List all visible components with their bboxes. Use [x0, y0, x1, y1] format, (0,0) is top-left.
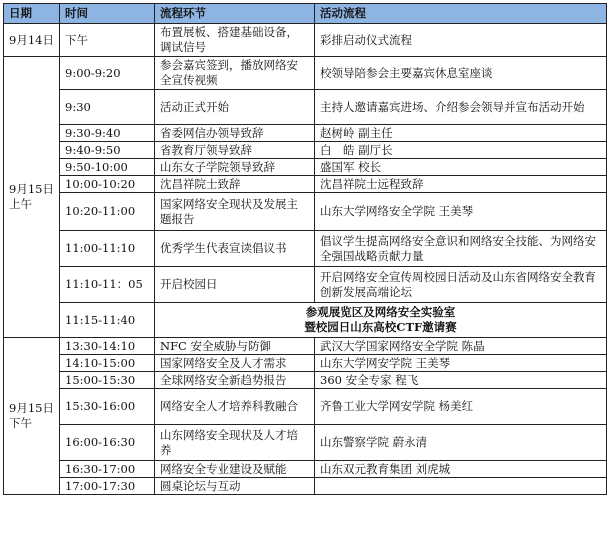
table-row	[4, 338, 607, 355]
segment-cell: 沈昌祥院士致辞	[155, 176, 315, 193]
table-row	[4, 90, 607, 125]
header-segment: 流程环节	[155, 4, 315, 24]
segment-cell: 布置展板、搭建基础设备，调试信号	[155, 24, 315, 57]
flow-cell: 倡议学生提高网络安全意识和网络安全技能、为网络安全强国战略贡献力量	[315, 231, 607, 267]
segment-cell: 网络安全专业建设及赋能	[155, 461, 315, 478]
time-cell: 11:00-11:10	[60, 231, 155, 267]
table-row	[4, 231, 607, 267]
header-flow: 活动流程	[315, 4, 607, 24]
segment-cell: NFC 安全威胁与防御	[155, 338, 315, 355]
table-row	[4, 193, 607, 231]
time-cell: 9:30	[60, 90, 155, 125]
flow-cell: 盛国军 校长	[315, 159, 607, 176]
flow-cell: 主持人邀请嘉宾进场、介绍参会领导并宣布活动开始	[315, 90, 607, 125]
time-cell: 15:00-15:30	[60, 372, 155, 389]
date-cell-sep15-am	[4, 57, 60, 338]
date-period: 上午	[9, 197, 32, 211]
flow-cell: 彩排启动仪式流程	[315, 24, 607, 57]
flow-cell: 山东双元教育集团 刘虎城	[315, 461, 607, 478]
segment-cell: 国家网络安全及人才需求	[155, 355, 315, 372]
segment-cell: 山东网络安全现状及人才培养	[155, 425, 315, 461]
header-date: 日期	[4, 4, 60, 24]
flow-cell: 赵树岭 副主任	[315, 125, 607, 142]
time-cell: 11:10-11：05	[60, 267, 155, 303]
time-cell: 9:30-9:40	[60, 125, 155, 142]
header-row	[4, 4, 607, 24]
schedule-table	[3, 3, 607, 495]
table-row	[4, 159, 607, 176]
time-cell: 下午	[60, 24, 155, 57]
date-period: 下午	[9, 416, 32, 430]
segment-cell: 山东女子学院领导致辞	[155, 159, 315, 176]
date-cell-sep14	[4, 24, 60, 57]
table-row	[4, 355, 607, 372]
header-time: 时间	[60, 4, 155, 24]
activity-span-cell: 参观展览区及网络安全实验室 暨校园日山东高校CTF邀请赛	[155, 303, 607, 338]
table-row	[4, 267, 607, 303]
date-line: 9月15日	[9, 401, 54, 415]
segment-cell: 参会嘉宾签到，播放网络安全宣传视频	[155, 57, 315, 90]
table-row	[4, 425, 607, 461]
time-cell: 9:40-9:50	[60, 142, 155, 159]
flow-cell: 沈昌祥院士远程致辞	[315, 176, 607, 193]
time-cell: 9:50-10:00	[60, 159, 155, 176]
segment-cell: 优秀学生代表宣读倡议书	[155, 231, 315, 267]
flow-cell: 齐鲁工业大学网安学院 杨美红	[315, 389, 607, 425]
table-row	[4, 461, 607, 478]
flow-cell: 白 皓 副厅长	[315, 142, 607, 159]
flow-cell: 武汉大学国家网络安全学院 陈晶	[315, 338, 607, 355]
date-line: 9月15日	[9, 182, 54, 196]
flow-cell: 山东大学网安学院 王美琴	[315, 355, 607, 372]
flow-cell: 山东警察学院 蔚永清	[315, 425, 607, 461]
table-row	[4, 176, 607, 193]
table-row	[4, 142, 607, 159]
time-cell: 13:30-14:10	[60, 338, 155, 355]
time-cell: 16:00-16:30	[60, 425, 155, 461]
table-row	[4, 24, 607, 57]
flow-cell: 360 安全专家 程飞	[315, 372, 607, 389]
flow-cell: 山东大学网络安全学院 王美琴	[315, 193, 607, 231]
time-cell: 17:00-17:30	[60, 478, 155, 495]
segment-cell: 省委网信办领导致辞	[155, 125, 315, 142]
flow-cell: 校领导陪参会主要嘉宾休息室座谈	[315, 57, 607, 90]
segment-cell: 网络安全人才培养科教融合	[155, 389, 315, 425]
table-row	[4, 478, 607, 495]
segment-cell: 开启校园日	[155, 267, 315, 303]
time-cell: 10:00-10:20	[60, 176, 155, 193]
segment-cell: 国家网络安全现状及发展主题报告	[155, 193, 315, 231]
table-row	[4, 372, 607, 389]
flow-cell: 开启网络安全宣传周校园日活动及山东省网络安全教育创新发展高端论坛	[315, 267, 607, 303]
segment-cell: 圆桌论坛与互动	[155, 478, 315, 495]
time-cell: 14:10-15:00	[60, 355, 155, 372]
table-row	[4, 389, 607, 425]
segment-cell: 活动正式开始	[155, 90, 315, 125]
time-cell: 16:30-17:00	[60, 461, 155, 478]
time-cell: 11:15-11:40	[60, 303, 155, 338]
time-cell: 10:20-11:00	[60, 193, 155, 231]
date-cell-sep15-pm	[4, 338, 60, 495]
table-row	[4, 125, 607, 142]
segment-cell: 省教育厅领导致辞	[155, 142, 315, 159]
time-cell: 9:00-9:20	[60, 57, 155, 90]
date-line: 9月14日	[9, 32, 54, 47]
segment-cell: 全球网络安全新趋势报告	[155, 372, 315, 389]
flow-cell	[315, 478, 607, 495]
table-row	[4, 57, 607, 90]
table-row	[4, 303, 607, 338]
time-cell: 15:30-16:00	[60, 389, 155, 425]
